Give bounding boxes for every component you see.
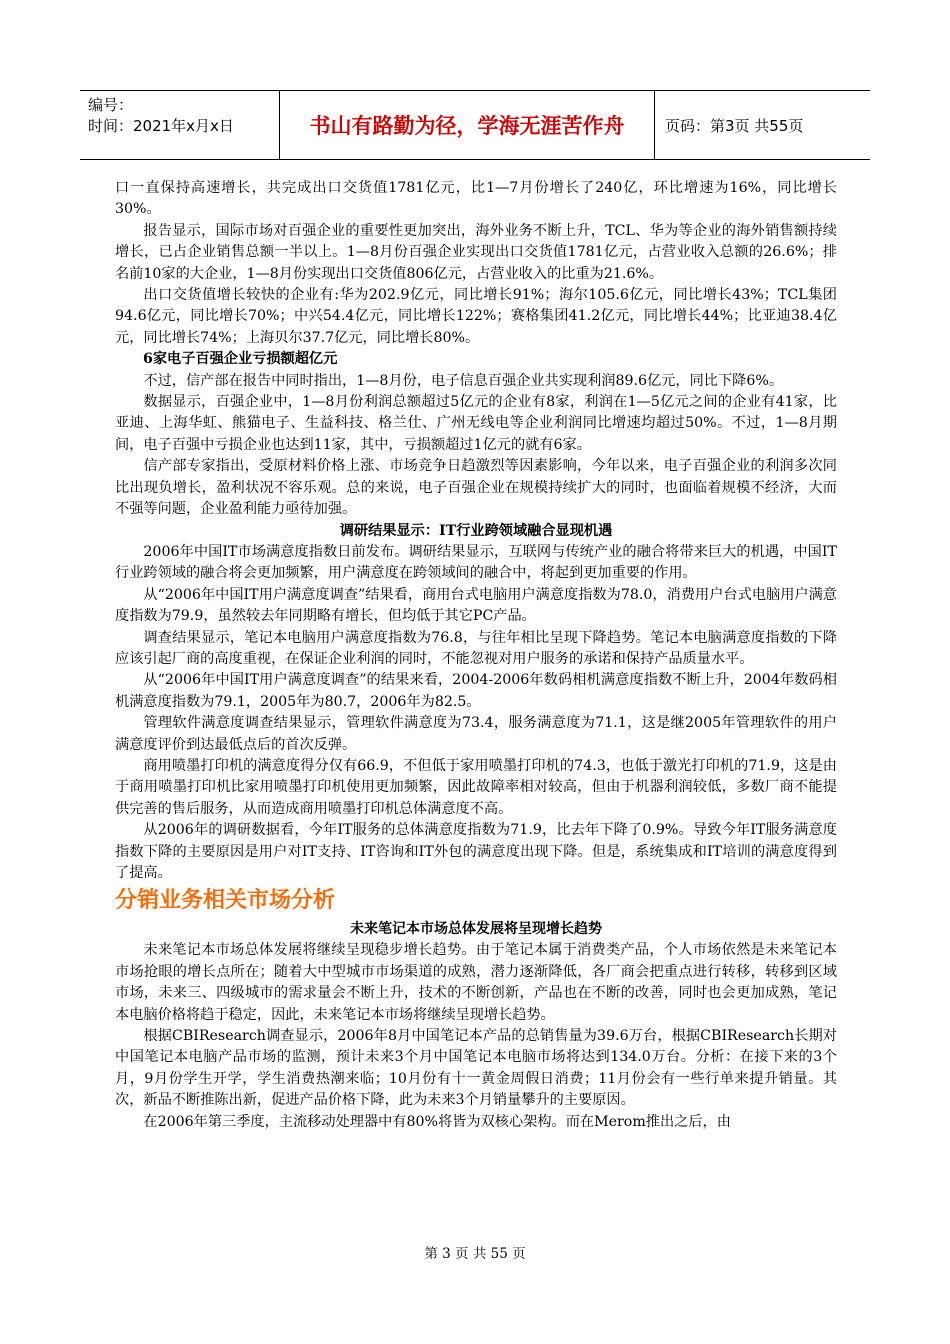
- paragraph: 根据CBIResearch调查显示，2006年8月中国笔记本产品的总销售量为39.6万台，根据CBIResearch长期对中国笔记本电脑产品市场的监测，预计未来3个月中国笔记本电脑市场将达到134.0万台。分析：在接下来的3个月，9月份学生开学，学生消费热潮来临；10月份有十一黄金周假日消费；11月份会有一些行单来提升销量。其次，新品不断推陈出新，促进产品价格下降，此为未来3个月销量攀升的主要原因。: [115, 1028, 837, 1109]
- subheading-loss: 6家电子百强企业亏损额超亿元: [143, 351, 338, 368]
- document-body: [115, 178, 837, 1133]
- paragraph: 商用喷墨打印机的满意度得分仅有66.9，不但低于家用喷墨打印机的74.3，也低于激光打印机的71.9，这是由于商用喷墨打印机比家用喷墨打印机使用更加频繁，因此故障率相对较高，但由于机器利润较低，多数厂商不能提供完善的售后服务，从而造成商用喷墨打印机总体满意度不高。: [115, 757, 837, 817]
- paragraph: 出口交货值增长较快的企业有:华为202.9亿元，同比增长91%；海尔105.6亿元，同比增长43%；TCL集团94.6亿元，同比增长70%；中兴54.4亿元，同比增长122%；赛格集团41.2亿元，同比增长44%；比亚迪38.4亿元，同比增长74%；上海贝尔37.7亿元，同比增长80%。: [115, 287, 837, 346]
- paragraph: 信产部专家指出，受原材料价格上涨、市场竞争日趋激烈等因素影响，今年以来，电子百强企业的利润多次同比出现负增长，盈利状况不容乐观。总的来说，电子百强企业在规模持续扩大的同时，也面临着规模不经济，大而不强等问题，企业盈利能力亟待加强。: [115, 458, 837, 518]
- paragraph: 调查结果显示，笔记本电脑用户满意度指数为76.8，与往年相比呈现下降趋势。笔记本电脑满意度指数的下降应该引起厂商的高度重视，在保证企业利润的同时，不能忽视对用户服务的承诺和保持产品质量水平。: [115, 629, 837, 667]
- document-date: 时间：2021年x月x日: [88, 117, 234, 135]
- paragraph: 2006年中国IT市场满意度指数日前发布。调研结果显示，互联网与传统产业的融合将带来巨大的机遇，中国IT行业跨领域的融合将会更加频繁，用户满意度在跨领域间的融合中，将起到更加重要的作用。: [115, 543, 837, 582]
- document-number-label: 编号：: [88, 96, 134, 114]
- header-meta: [80, 91, 280, 159]
- paragraph: 口一直保持高速增长，共完成出口交货值1781亿元，比1—7月份增长了240亿，环比增速为16%，同比增长30%。: [115, 180, 837, 218]
- header-motto: 书山有路勤为径，学海无涯苦作舟: [280, 91, 655, 159]
- paragraph: 报告显示，国际市场对百强企业的重要性更加突出，海外业务不断上升，TCL、华为等企业的海外销售额持续增长，已占企业销售总额一半以上。1—8月份百强企业实现出口交货值1781亿元，占营业收入总额的26.6%；排名前10家的大企业，1—8月份实现出口交货值806亿元，占营业收入的比重为21.6%。: [115, 222, 837, 282]
- page-header: [80, 90, 870, 160]
- paragraph: 在2006年第三季度，主流移动处理器中有80%将皆为双核心架构。而在Merom推出之后，由: [143, 1113, 731, 1130]
- page-footer: 第 3 页 共 55 页: [424, 1246, 526, 1262]
- subheading-survey: 调研结果显示：IT行业跨领域融合显现机遇: [339, 522, 613, 539]
- subheading-notebook: 未来笔记本市场总体发展将呈现增长趋势: [350, 921, 602, 938]
- paragraph: 数据显示，百强企业中，1—8月份利润总额超过5亿元的企业有8家，利润在1—5亿元之间的企业有41家，比亚迪、上海华虹、熊猫电子、生益科技、格兰仕、广州无线电等企业利润同比增速均超过50%。不过，1—8月期间，电子百强中亏损企业也达到11家，其中，亏损额超过1亿元的就有6家。: [115, 394, 837, 453]
- paragraph: 从“2006年中国IT用户满意度调查”结果看，商用台式电脑用户满意度指数为78.0，消费用户台式电脑用户满意度指数为79.9，虽然较去年同期略有增长，但均低于其它PC产品。: [115, 586, 837, 625]
- header-page-code: 页码：第3页 共55页: [665, 116, 804, 135]
- paragraph: 管理软件满意度调查结果显示，管理软件满意度为73.4，服务满意度为71.1，这是继2005年管理软件的用户满意度评价到达最低点后的首次反弹。: [115, 715, 837, 753]
- paragraph: 从“2006年中国IT用户满意度调查”的结果来看，2004-2006年数码相机满意度指数不断上升，2004年数码相机满意度指数为79.1，2005年为80.7，2006年为82.5。: [115, 672, 837, 710]
- paragraph: 未来笔记本市场总体发展将继续呈现稳步增长趋势。由于笔记本属于消费类产品，个人市场依然是未来笔记本市场抢眼的增长点所在；随着大中型城市市场渠道的成熟，潜力逐渐降低，各厂商会把重点进行转移，转移到区域市场，未来三、四级城市的需求量会不断上升，技术的不断创新，产品也在不断的改善，同时也会更加成熟，笔记本电脑价格将趋于稳定，因此，未来笔记本市场将继续呈现增长趋势。: [115, 942, 837, 1023]
- paragraph: 不过，信产部在报告中同时指出，1—8月份，电子信息百强企业共实现利润89.6亿元，同比下降6%。: [143, 372, 784, 389]
- paragraph: 从2006年的调研数据看，今年IT服务的总体满意度指数为71.9，比去年下降了0.9%。导致今年IT服务满意度指数下降的主要原因是用户对IT支持、IT咨询和IT外包的满意度出现下降。但是，系统集成和IT培训的满意度得到了提高。: [115, 822, 837, 881]
- section-heading: 分销业务相关市场分析: [115, 888, 336, 914]
